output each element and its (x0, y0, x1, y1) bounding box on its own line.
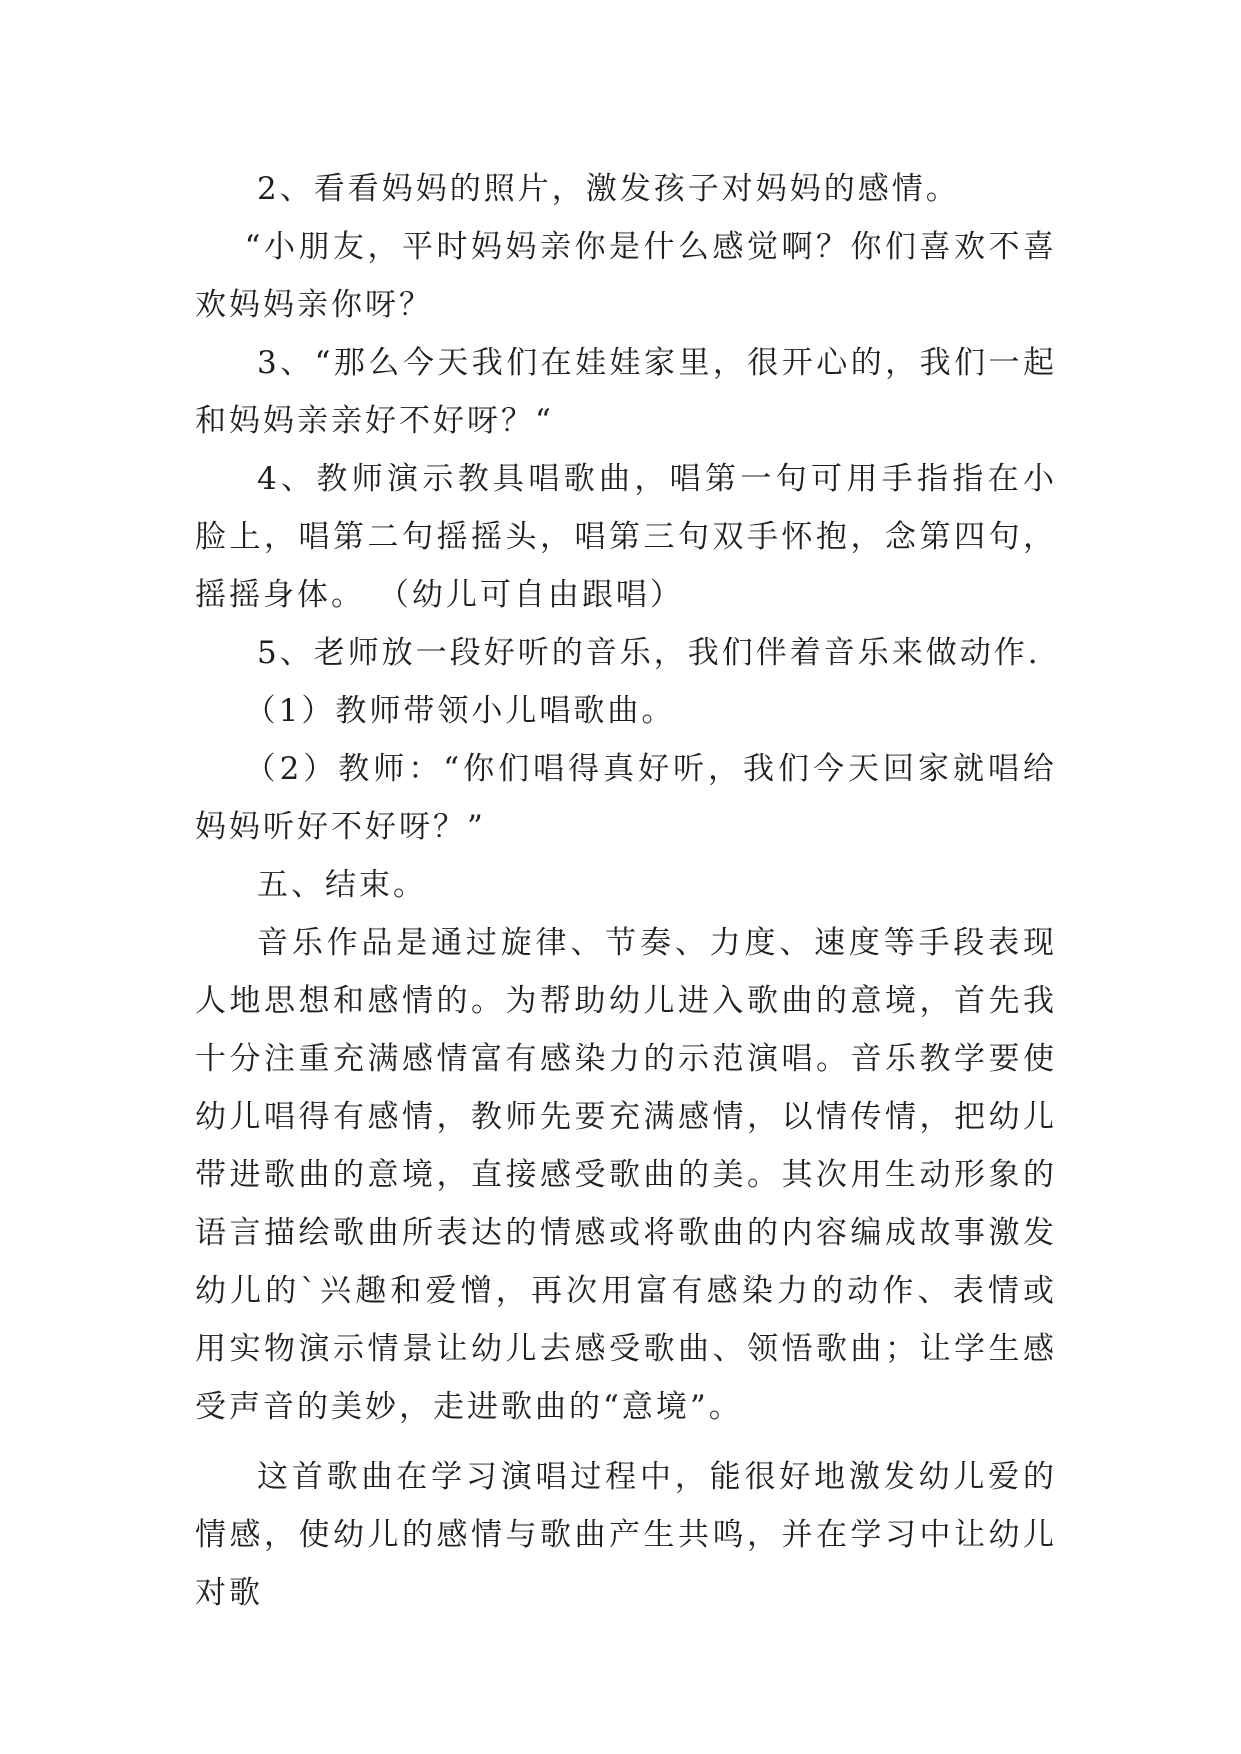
document-body (195, 160, 1057, 1622)
paragraph-question-feeling: “小朋友，平时妈妈亲你是什么感觉啊？你们喜欢不喜欢妈妈亲你呀？ (195, 229, 1057, 323)
paragraph-substep-2: （2）教师：“你们唱得真好听，我们今天回家就唱给妈妈听好不好呀？” (195, 751, 1057, 845)
paragraph-section-end: 五、结束。 (257, 867, 427, 903)
paragraph-step-2: 2、看看妈妈的照片，激发孩子对妈妈的感情。 (257, 171, 960, 207)
paragraph-step-3: 3、“那么今天我们在娃娃家里，很开心的，我们一起和妈妈亲亲好不好呀？“ (195, 345, 1057, 439)
paragraph-reflection-2: 这首歌曲在学习演唱过程中，能很好地激发幼儿爱的情感，使幼儿的感情与歌曲产生共鸣，并在学习中让幼儿对歌 (195, 1459, 1057, 1611)
paragraph-reflection-1: 音乐作品是通过旋律、节奏、力度、速度等手段表现人地思想和感情的。为帮助幼儿进入歌曲的意境，首先我十分注重充满感情富有感染力的示范演唱。音乐教学要使幼儿唱得有感情，教师先要充满感情，以情传情，把幼儿带进歌曲的意境，直接感受歌曲的美。其次用生动形象的语言描绘歌曲所表达的情感或将歌曲的内容编成故事激发幼儿的`兴趣和爱憎，再次用富有感染力的动作、表情或用实物演示情景让幼儿去感受歌曲、领悟歌曲；让学生感受声音的美妙，走进歌曲的“意境”。 (195, 925, 1057, 1425)
paragraph-substep-1: （1）教师带领小儿唱歌曲。 (244, 693, 676, 729)
paragraph-step-5: 5、老师放一段好听的音乐，我们伴着音乐来做动作. (257, 635, 1041, 671)
paragraph-step-4: 4、教师演示教具唱歌曲，唱第一句可用手指指在小脸上，唱第二句摇摇头，唱第三句双手怀抱，念第四句，摇摇身体。 （幼儿可自由跟唱） (195, 461, 1057, 613)
